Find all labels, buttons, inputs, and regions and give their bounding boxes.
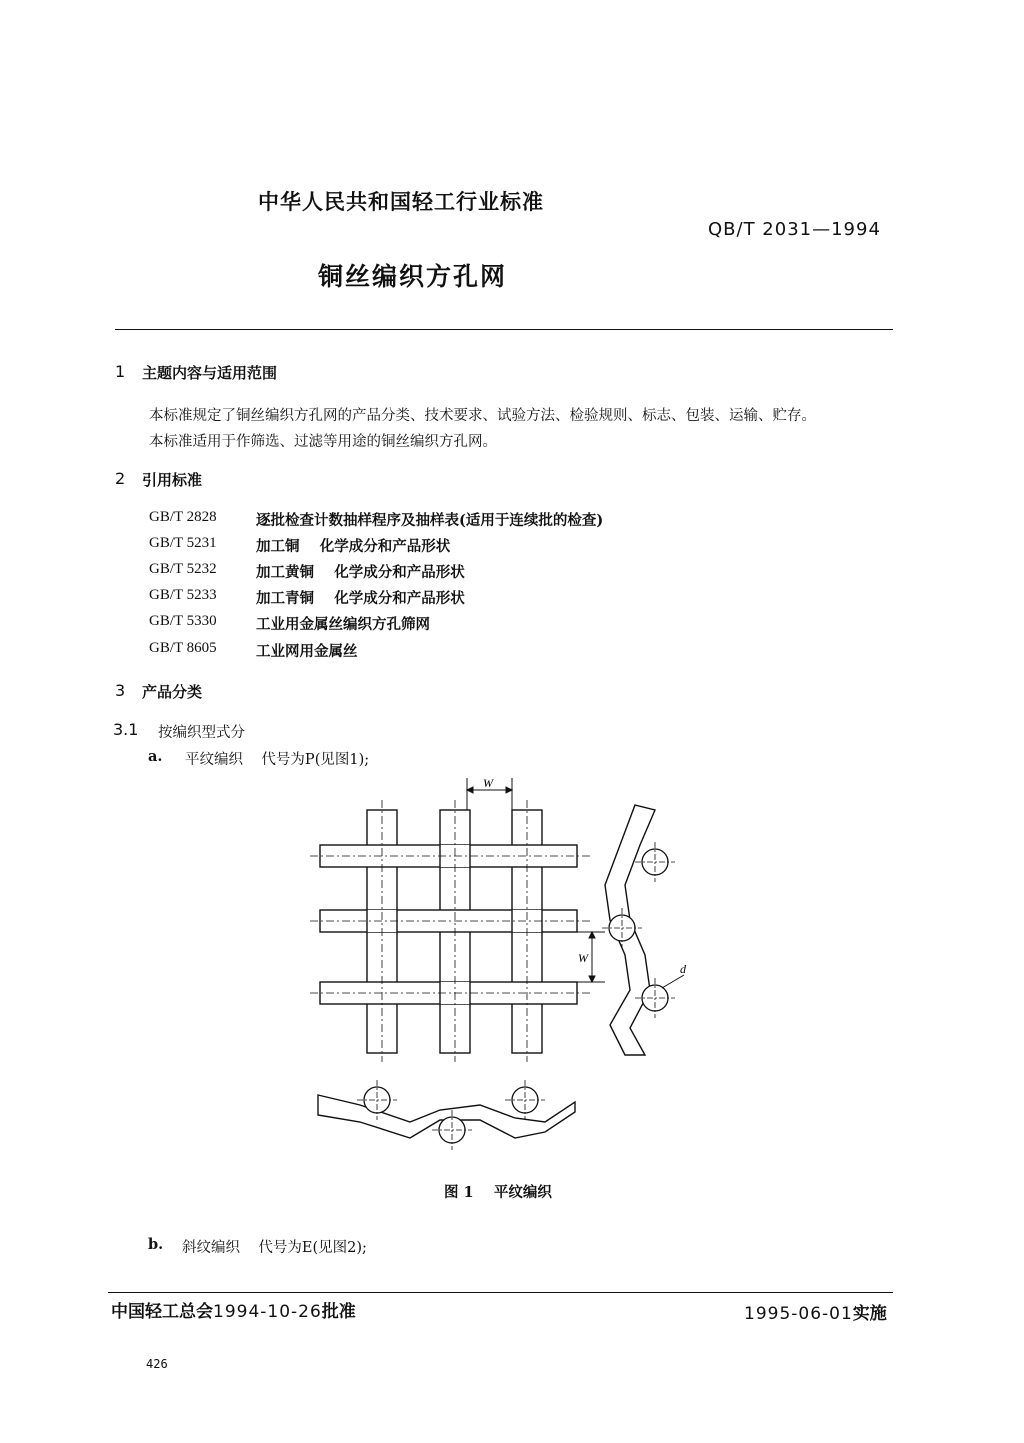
ref-title: 工业用金属丝编织方孔筛网	[256, 616, 430, 633]
footer-rule	[108, 1292, 893, 1293]
section-3-number: 3	[115, 681, 126, 700]
ref-title: 工业网用金属丝	[256, 643, 358, 660]
header-rule	[115, 329, 893, 330]
section-1-paragraph-2: 本标准适用于作筛选、过滤等用途的铜丝编织方孔网。	[149, 434, 497, 450]
figure-1-plain-weave	[300, 770, 700, 1170]
section-3-title: 产品分类	[142, 683, 203, 701]
section-2-number: 2	[115, 469, 126, 488]
ref-code: GB/T 8605	[149, 640, 217, 656]
dimension-label-d: d	[680, 962, 686, 976]
ref-title: 加工青铜 化学成分和产品形状	[256, 590, 465, 607]
item-a-label: a.	[148, 748, 163, 765]
approval-org: 中国轻工总会	[111, 1302, 213, 1322]
standard-code: QB/T 2031—1994	[708, 219, 881, 240]
approval-line	[111, 1297, 356, 1322]
approval-suffix: 批准	[321, 1302, 356, 1322]
issuing-body: 中华人民共和国轻工行业标准	[258, 189, 544, 214]
ref-code: GB/T 5330	[149, 613, 217, 629]
ref-code: GB/T 5233	[149, 587, 217, 603]
section-3-1-number: 3.1	[113, 720, 139, 739]
dimension-label-w-vertical: W	[578, 951, 588, 965]
item-a-text: 平纹编织 代号为P(见图1);	[185, 752, 370, 768]
ref-code: GB/T 5231	[149, 535, 217, 551]
section-1-paragraph-1: 本标准规定了铜丝编织方孔网的产品分类、技术要求、试验方法、检验规则、标志、包装、运输、贮存。	[149, 408, 816, 424]
item-b-label: b.	[148, 1236, 164, 1253]
ref-title: 加工铜 化学成分和产品形状	[256, 538, 451, 555]
item-b-text: 斜纹编织 代号为E(见图2);	[182, 1240, 367, 1256]
implementation-date: 1995-06-01	[744, 1304, 853, 1324]
ref-title: 加工黄铜 化学成分和产品形状	[256, 564, 465, 581]
section-2-title: 引用标准	[142, 471, 203, 489]
section-1-number: 1	[115, 362, 126, 381]
ref-code: GB/T 5232	[149, 561, 217, 577]
figure-1-caption: 图 1 平纹编织	[444, 1184, 552, 1201]
document-title: 铜丝编织方孔网	[318, 262, 508, 291]
approval-date: 1994-10-26	[213, 1302, 322, 1322]
section-1-title: 主题内容与适用范围	[142, 364, 278, 382]
implementation-line	[744, 1299, 887, 1324]
section-3-1-title: 按编织型式分	[158, 725, 245, 741]
implementation-suffix: 实施	[852, 1304, 887, 1324]
ref-title: 逐批检查计数抽样程序及抽样表(适用于连续批的检查)	[256, 512, 604, 529]
page-number: 426	[146, 1357, 168, 1371]
ref-code: GB/T 2828	[149, 509, 217, 525]
dimension-label-w: W	[483, 776, 493, 790]
